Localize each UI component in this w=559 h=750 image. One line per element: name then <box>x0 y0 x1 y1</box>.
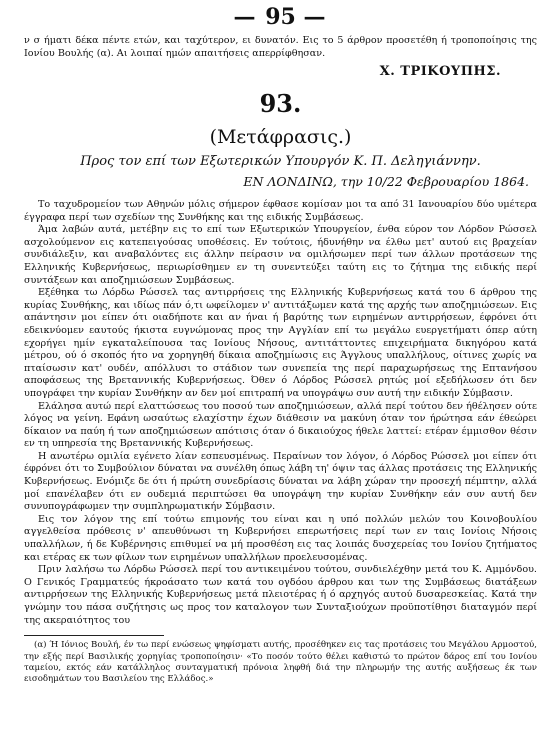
addressee-line: Προς τον επί των Εξωτερικών Υπουργόν Κ. Π. Δεληγιάννην. <box>80 154 481 169</box>
body-paragraph: Εις τον λόγον της επί τούτω επιμονής του είναι και η υπό πολλών μελών του Κοινοβουλίου αγγελθείσα πρόθεσις ν' απευθύνωσι τη Κυβερνήσει επερωτήσεις περί των εν ταις Ιονίοις Νήσοις υπαλλήλων, ή δε Κυβέρνησις επιθυμεί να μή προσθέση εις τας λοιπάς δυσχερείας του Ιονίου ζητήματος και ετέρας εκ των φίλων των ειρημένων υπαλλήλων προελευσομένας. <box>24 513 537 563</box>
document-number: 93. <box>259 89 302 118</box>
page-number: — 95 — <box>233 4 328 30</box>
body-paragraph: Η ανωτέρω ομιλία εγένετο λίαν εσπευσμένως. Περαίνων τον λόγον, ό Λόρδος Ρώσσελ μοι είπεν ότι έφρόνει ότι το Συμβούλιον δύναται να συνέλθη όπως λάβη τη' όψιν τας άλλας προτάσεις της Ελληνικής Κυβερνήσεως. Ενόμιζε δε ότι ή πρώτη συνεδρίασις δύναται να λάβη χώραν την προσεχή πέμπτην, αλλά μοί επανέλαβεν ότι εν ουδεμιά περιπτώσει θα υπογράψη την κυρίαν Συνθήκην εάν συν αυτή δεν συνυπογράφωμεν την συμπληρωματικήν Σύμβασιν. <box>24 450 537 513</box>
body-paragraph: Πριν λαλήσω τω Λόρδω Ρώσσελ περί του αντικειμένου τούτου, συνδιελέχθην μετά του Κ. Αμμόνδου. Ο Γενικός Γραμματεύς ήκροάσατο των κατά του ογδόου άρθρου και των της Συμβάσεως διατάξεων αντιρρήσεων της Ελληνικής Κυβερνήσεως μετά πλειοτέρας ή ό αρχηγός αυτού δυσαρεσκείας. Κατά την γνώμην του πάσα συζήτησις ως προς τον καταλογον των Συνταξιούχων προϋποτίθησι διαταγμόν περί της ακεραιότητος του <box>24 564 537 626</box>
letter-body <box>24 199 537 627</box>
body-paragraph: Ελάλησα αυτώ περί ελαττώσεως του ποσού των αποζημιώσεων, αλλά περί τούτου δεν ήθέλησεν ούτε λόγος να γείνη. Εφάνη ωσαύτως ελαχίστην έχων διάθεσιν να μακύνη όταν τον ήρώτησα εάν έθεώρει δίκαιον να παύη ή των αποζημιώσεων απότισις όταν ό δικαιούχος ήθελε λαττεί: ετέραν έμμισθον θέσιν εν τη υπηρεσία της Βρεταννικής Κυβερνήσεως. <box>24 400 537 450</box>
body-paragraph: Εξέθηκα τω Λόρδω Ρώσσελ τας αντιρρήσεις της Ελληνικής Κυβερνήσεως κατά του 6 άρθρου της κυρίας Συνθήκης, και ιδίως πάν ό,τι ωφείλομεν ν' αντιτάξωμεν κατά της αρχής των αποζημιώσεων. Εις απάντησιν μοι είπεν ότι οιαδήποτε και αν ήναι ή βαρύτης των ειρημένων αντιρρήσεων, έφρόνει ότι εδεικνύομεν εαυτούς ήκιστα ευγνώμονας προς την Αγγλίαν επί τω μεγάλω ευεργετήματι όπερ αύτη εχορήγει ημίν εγκαταλείπουσα τας Ιονίους Νήσους, αντιτάττοντες επιχειρήματα δικηγόρου κατά μέτρου, ού ό σκοπός ήτο να χορηγηθή δίκαια αποζημίωσις εις Άγγλους υπαλλήλους, οίτινες χωρίς να πταίσωσιν κατ' ουδέν, απόλλυσι το στάδιον των συνεπεία της περί παραχωρήσεως της Επτανήσου αποφάσεως της Βρεταννικής Κυβερνήσεως. Όθεν ό Λόρδος Ρώσσελ ρητώς μοί εξεδήλωσεν ότι δεν υπογράφει την κυρίαν Συνθήκην αν δεν μοί επιτραπή να υπογράψω συν αυτή την ειδικήν Σύμβασιν. <box>24 287 537 399</box>
signature: Χ. ΤΡΙΚΟΥΠΗΣ. <box>379 64 501 79</box>
carryover-paragraph: ν σ ήματι δέκα πέντε ετών, και ταχύτερον, ει δυνατόν. Εις το 5 άρθρον προσετέθη ή τροποποίησις της Ιονίου Βουλής (α). Αι λοιπαί ημών απαιτήσεις απερρίφθησαν. <box>24 35 537 59</box>
footnote: (α) Ή Ιόνιος Βουλή, έν τω περί ενώσεως ψηφίσματι αυτής, προσέθηκεν εις τας προτάσεις του Μεγάλου Αρμοστού, την εξής περί Βασιλικής χορηγίας τροποποίησιν· «Το ποσόν τούτο θέλει καθιστώ το πρώτον δάρος επί του Ιονίου ταμείου, εκτός εάν κατάλληλος συνταγματική πρόνοια ληφθή διά την πληρωμήν της αυτής αυξήσεως έκ των εισοδημάτων του Βασιλείου της Ελλάδος.» <box>24 640 537 685</box>
document-subtitle: (Μετάφρασις.) <box>209 126 352 148</box>
body-paragraph: Το ταχυδρομείον των Αθηνών μόλις σήμερον έφθασε κομίσαν μοι τα από 31 Ιανουαρίου δύο υμέτερα έγγραφα περί των σχεδίων της Συνθήκης και της ειδικής Συμβάσεως. <box>24 199 537 223</box>
dateline: ΕΝ ΛΟΝΔΙΝΩ, την 10/22 Φεβρουαρίου 1864. <box>243 174 529 189</box>
footnote-divider <box>24 635 164 636</box>
page-number-value: 95 <box>265 4 296 30</box>
body-paragraph: Άμα λαβών αυτά, μετέβην εις το επί των Εξωτερικών Υπουργείον, ένθα εύρον τον Λόρδον Ρώσσελ ασχολούμενον εις κατεπειγούσας υποθέσεις. Εν τούτοις, ήδυνήθην να έλθω μετ' αυτού εις βραχείαν συνδιάλεξιν, και αναβαλόντες εις άλλην πείρασιν να ομιλήσωμεν περί των άλλων προτάσεων της Ελληνικής Κυβερνήσεως, περιωρίσθημεν εν τη συνεντεύξει ταύτη εις το ζήτημα της ειδικής περί συντάξεων και αποζημιώσεων Συμβάσεως. <box>24 224 537 286</box>
